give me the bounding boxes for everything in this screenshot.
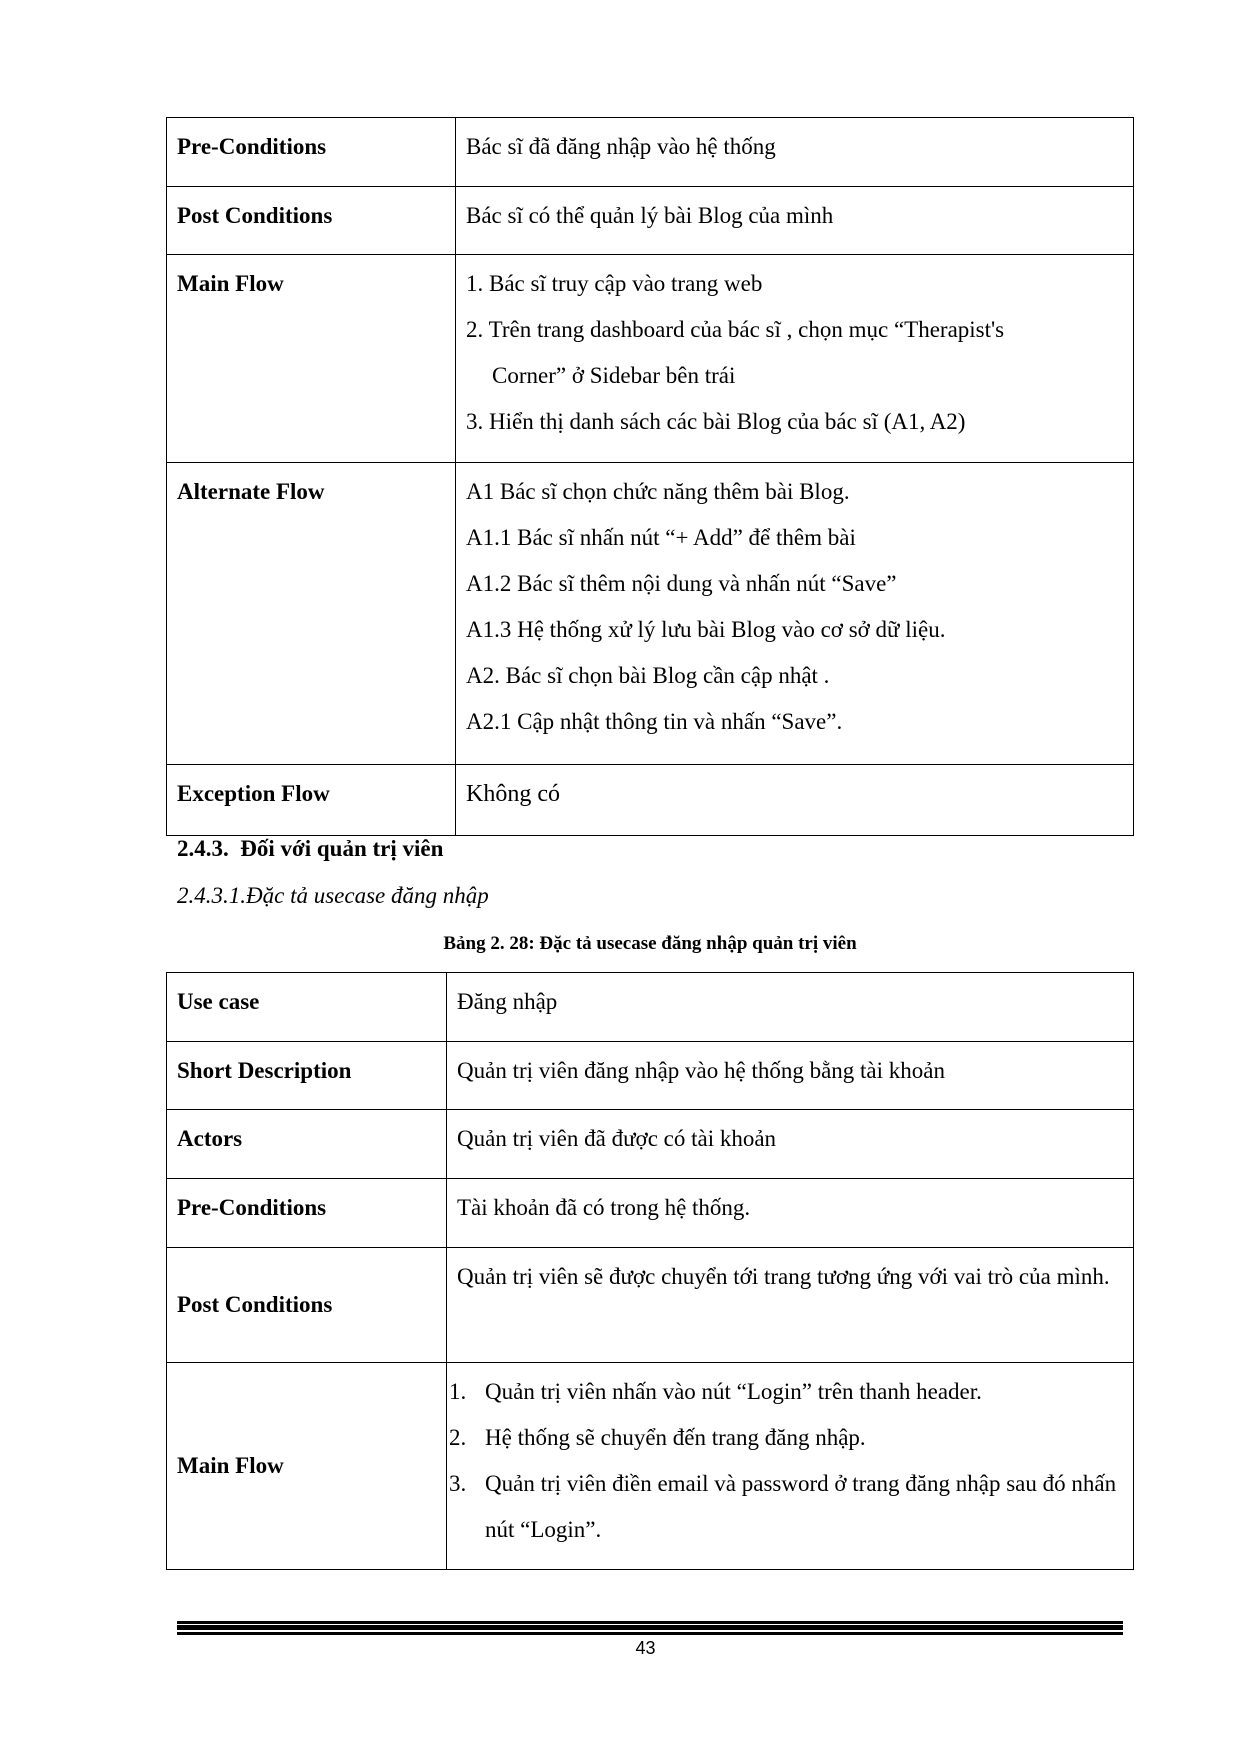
row-label: Short Description: [167, 1042, 447, 1110]
list-item: [449, 1369, 1125, 1415]
row-label: Pre-Conditions: [167, 1179, 447, 1248]
usecase-table-admin-login: [166, 972, 1134, 1570]
table-row: [167, 1179, 1134, 1248]
table-row: [167, 255, 1134, 463]
footer-rule-top: [177, 1621, 1123, 1624]
table-row: [167, 1248, 1134, 1363]
table-row: [167, 1042, 1134, 1110]
list-item: A1.2 Bác sĩ thêm nội dung và nhấn nút “Save”: [466, 571, 897, 596]
row-label: Alternate Flow: [167, 463, 456, 765]
row-label: Actors: [167, 1110, 447, 1179]
row-value: Quản trị viên đã được có tài khoản: [447, 1110, 1134, 1179]
table-row: [167, 765, 1134, 836]
row-value: Tài khoản đã có trong hệ thống.: [447, 1179, 1134, 1248]
row-label: Exception Flow: [167, 765, 456, 836]
usecase-table-doctor-blog: [166, 117, 1134, 836]
section-heading: 2.4.3. Đối với quản trị viên: [177, 836, 444, 861]
list-text: Quản trị viên điền email và password ở trang đăng nhập sau đó nhấn nút “Login”.: [485, 1471, 1117, 1542]
row-value: Quản trị viên sẽ được chuyển tới trang tương ứng với vai trò của mình.: [447, 1248, 1134, 1363]
row-value: Bác sĩ có thể quản lý bài Blog của mình: [456, 187, 1134, 255]
list-item: 1. Bác sĩ truy cập vào trang web: [466, 271, 763, 296]
row-value: [456, 463, 1134, 765]
row-value: Đăng nhập: [447, 973, 1134, 1042]
table-row: [167, 118, 1134, 187]
list-item: [449, 1415, 1125, 1461]
list-text: Hệ thống sẽ chuyển đến trang đăng nhập.: [485, 1425, 866, 1450]
table-row: [167, 463, 1134, 765]
row-label: Use case: [167, 973, 447, 1042]
table-row: [167, 187, 1134, 255]
list-number: 3.: [449, 1471, 467, 1496]
row-value: Không có: [456, 765, 1134, 836]
list-number: 1.: [449, 1379, 467, 1404]
row-value: [447, 1363, 1134, 1570]
list-item: A1.3 Hệ thống xử lý lưu bài Blog vào cơ sở dữ liệu.: [466, 617, 946, 642]
row-value: Quản trị viên đăng nhập vào hệ thống bằng tài khoản: [447, 1042, 1134, 1110]
footer-rule-bottom: [177, 1632, 1123, 1635]
list-item: A1.1 Bác sĩ nhấn nút “+ Add” để thêm bài: [466, 525, 856, 550]
list-item: 2. Trên trang dashboard của bác sĩ , chọn mục “Therapist's: [466, 317, 1005, 342]
list-item-continuation: Corner” ở Sidebar bên trái: [492, 363, 736, 388]
row-value: Bác sĩ đã đăng nhập vào hệ thống: [456, 118, 1134, 187]
table-row: [167, 973, 1134, 1042]
subsection-heading: 2.4.3.1.Đặc tả usecase đăng nhập: [177, 883, 489, 908]
row-label: Post Conditions: [167, 1248, 447, 1363]
row-label: Post Conditions: [167, 187, 456, 255]
list-item: 3. Hiển thị danh sách các bài Blog của bác sĩ (A1, A2): [466, 409, 966, 434]
list-item: A2. Bác sĩ chọn bài Blog cần cập nhật .: [466, 663, 830, 688]
row-value: [456, 255, 1134, 463]
list-text: Quản trị viên nhấn vào nút “Login” trên thanh header.: [485, 1379, 982, 1404]
table-row: [167, 1363, 1134, 1570]
row-label: Main Flow: [167, 255, 456, 463]
table-caption: Bảng 2. 28: Đặc tả usecase đăng nhập quản trị viên: [443, 933, 857, 954]
table-row: [167, 1110, 1134, 1179]
list-item: A1 Bác sĩ chọn chức năng thêm bài Blog.: [466, 479, 850, 504]
footer-rule-middle: [177, 1625, 1123, 1630]
list-number: 2.: [449, 1425, 467, 1450]
list-item: [449, 1461, 1125, 1553]
row-label: Main Flow: [167, 1363, 447, 1570]
page-number: 43: [635, 1638, 656, 1658]
row-label: Pre-Conditions: [167, 118, 456, 187]
list-item: A2.1 Cập nhật thông tin và nhấn “Save”.: [466, 709, 843, 734]
